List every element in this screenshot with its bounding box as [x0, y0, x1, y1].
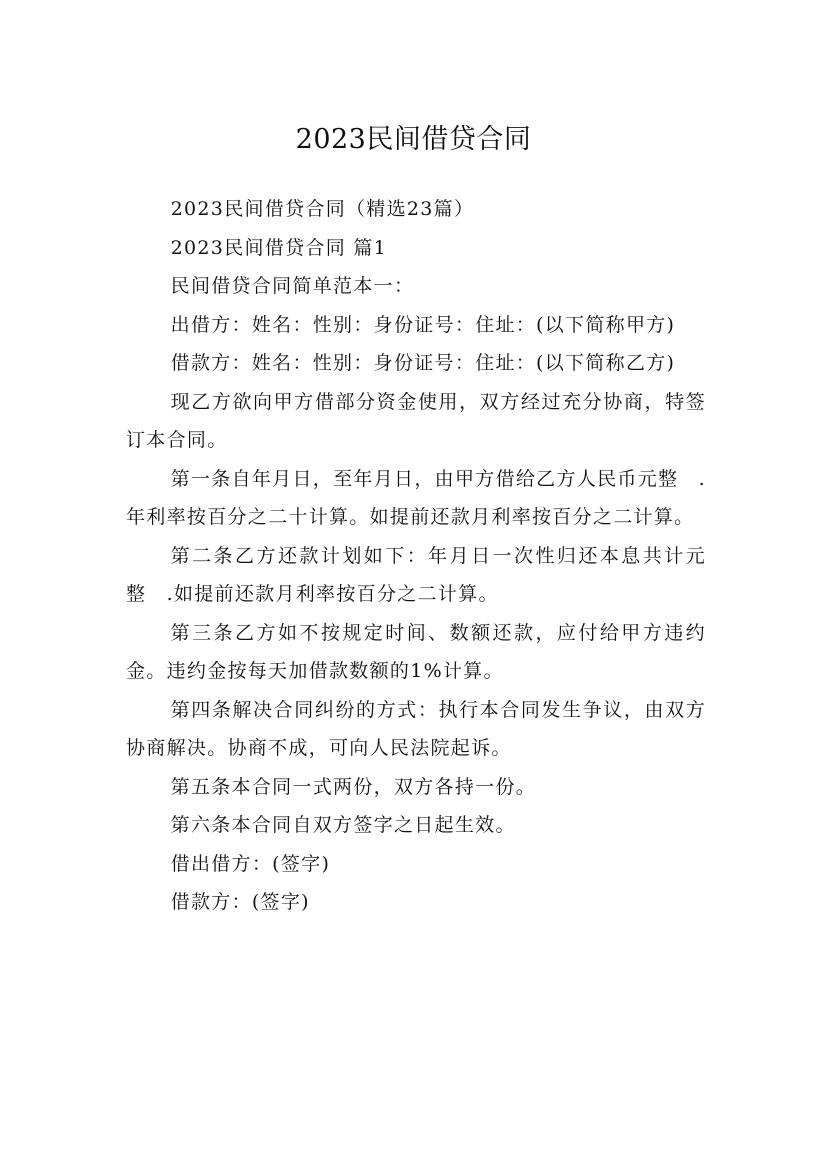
template-heading: 民间借贷合同简单范本一：: [170, 275, 415, 297]
document-body: [126, 190, 706, 922]
borrower-paragraph: 借款方：姓名：性别：身份证号：住址：(以下简称乙方): [170, 352, 676, 374]
lender-paragraph: 出借方：姓名：性别：身份证号：住址：(以下简称甲方): [170, 313, 676, 336]
borrower-signature-line: 借款方：(签字): [170, 891, 310, 913]
article-3-paragraph: 第三条乙方如不按规定时间、数额还款，应付给甲方违约金。违约金按每天加借款数额的1%计算。: [126, 621, 706, 682]
article-1-paragraph: 第一条自年月日，至年月日，由甲方借给乙方人民币元整 .年利率按百分之二十计算。如提前还款月利率按百分之二计算。: [126, 467, 706, 528]
document-title: 2023民间借贷合同: [295, 124, 532, 156]
article-2-paragraph: 第二条乙方还款计划如下：年月日一次性归还本息共计元整 .如提前还款月利率按百分之二计算。: [126, 544, 706, 605]
section-heading: 2023民间借贷合同 篇1: [170, 236, 388, 259]
lender-signature-line: 借出借方：(签字): [170, 852, 331, 875]
article-4-paragraph: 第四条解决合同纠纷的方式：执行本合同发生争议，由双方协商解决。协商不成，可向人民法院起诉。: [126, 698, 706, 759]
subtitle-paragraph: 2023民间借贷合同（精选23篇）: [170, 198, 475, 220]
preamble-paragraph: 现乙方欲向甲方借部分资金使用，双方经过充分协商，特签订本合同。: [126, 390, 706, 451]
article-5-paragraph: 第五条本合同一式两份，双方各持一份。: [170, 775, 537, 798]
article-6-paragraph: 第六条本合同自双方签字之日起生效。: [170, 814, 516, 836]
